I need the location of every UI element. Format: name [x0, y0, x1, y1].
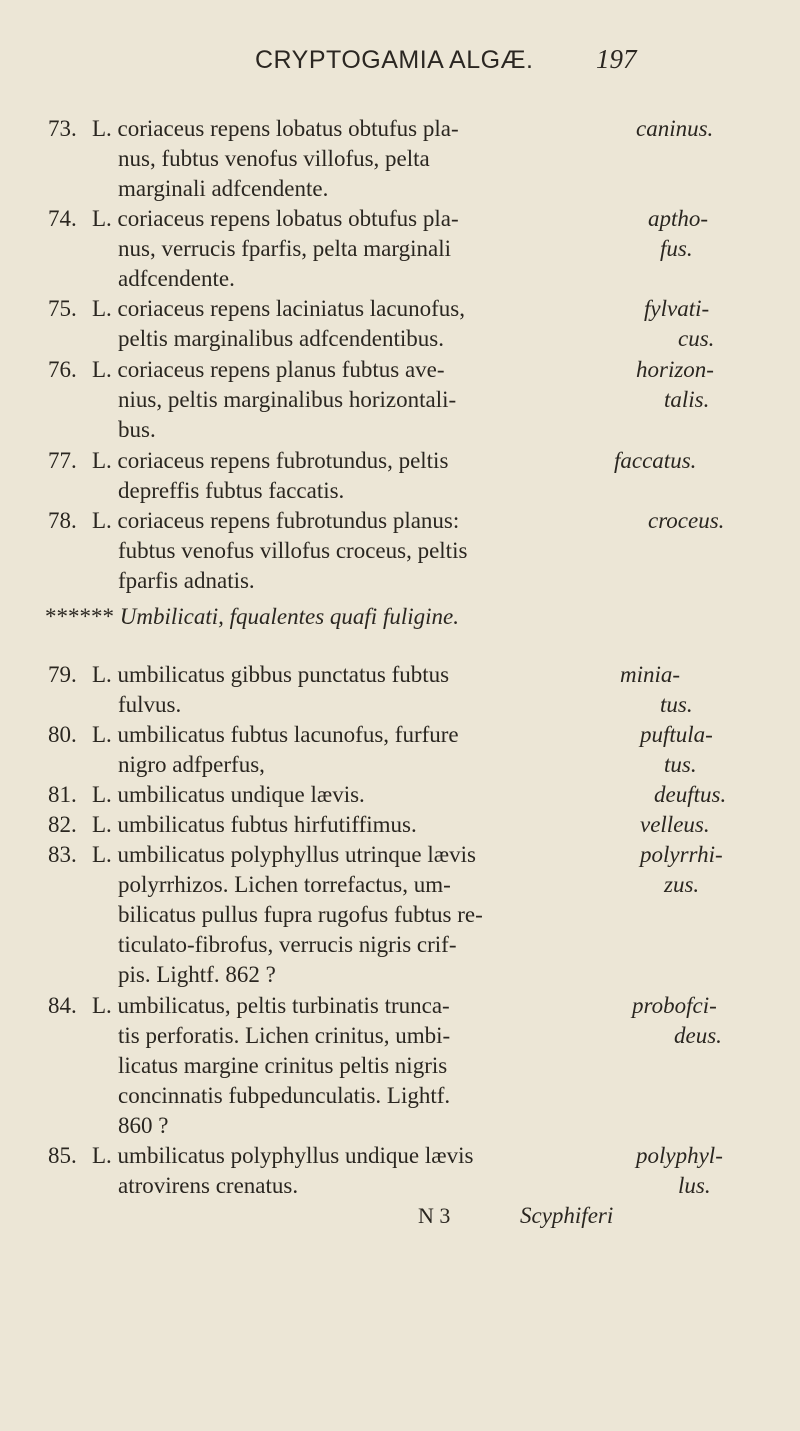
entry-text-line: L. umbilicatus undique lævis.: [92, 782, 365, 807]
entry-text-line: L. umbilicatus polyphyllus undique lævis: [92, 1143, 474, 1168]
species-epithet: caninus.: [636, 116, 714, 141]
entry-text-line: fulvus.: [118, 692, 182, 717]
entry-text-line: ticulato-fibrofus, verrucis nigris crif-: [118, 932, 457, 957]
entry-text-line: L. umbilicatus, peltis turbinatis trunca-: [92, 993, 450, 1018]
entry-text-line: L. umbilicatus fubtus lacunofus, furfure: [92, 722, 459, 747]
entry-number: 75.: [48, 296, 77, 321]
entry-text-line: adfcendente.: [118, 266, 235, 291]
entry-text-line: 860 ?: [118, 1113, 169, 1138]
species-epithet: polyphyl-: [636, 1143, 723, 1168]
entry-text-line: concinnatis fubpedunculatis. Lightf.: [118, 1083, 451, 1108]
entry-text-line: L. coriaceus repens planus fubtus ave-: [92, 357, 445, 382]
entry-number: 74.: [48, 206, 77, 231]
entry-text-line: L. coriaceus repens lobatus obtufus pla-: [92, 116, 459, 141]
entry-text-line: nus, fubtus venofus villofus, pelta: [118, 146, 430, 171]
entry-text-line: L. coriaceus repens fubrotundus planus:: [92, 508, 460, 533]
entry-text-line: pis. Lightf. 862 ?: [118, 962, 276, 987]
entry-text-line: bilicatus pullus fupra rugofus fubtus re-: [118, 902, 483, 927]
species-epithet: faccatus.: [614, 448, 697, 473]
running-head: CRYPTOGAMIA ALGÆ.: [255, 46, 534, 74]
entry-text-line: atrovirens crenatus.: [118, 1173, 299, 1198]
entry-text-line: fparfis adnatis.: [118, 568, 255, 593]
entry-number: 85.: [48, 1143, 77, 1168]
entry-text-line: polyrrhizos. Lichen torrefactus, um-: [118, 872, 451, 897]
species-epithet: probofci-: [632, 993, 717, 1018]
species-epithet: zus.: [664, 872, 700, 897]
entry-number: 76.: [48, 357, 77, 382]
entry-text-line: depreffis fubtus faccatis.: [118, 478, 345, 503]
page-header: [0, 46, 800, 82]
species-epithet: velleus.: [640, 812, 710, 837]
species-epithet: tus.: [664, 752, 697, 777]
entry-text-line: nus, verrucis fparfis, pelta marginali: [118, 236, 451, 261]
species-epithet: fus.: [660, 236, 693, 261]
species-epithet: minia-: [620, 662, 681, 687]
species-epithet: deuftus.: [654, 782, 727, 807]
entry-number: 82.: [48, 812, 77, 837]
species-epithet: horizon-: [636, 357, 714, 382]
species-epithet: puftula-: [640, 722, 713, 747]
species-epithet: cus.: [678, 326, 715, 351]
entry-text-line: licatus margine crinitus peltis nigris: [118, 1053, 448, 1078]
signature-mark: N 3: [418, 1203, 451, 1228]
entry-text-line: L. umbilicatus polyphyllus utrinque lævis: [92, 842, 476, 867]
species-epithet: fylvati-: [644, 296, 710, 321]
entry-number: 77.: [48, 448, 77, 473]
entry-number: 81.: [48, 782, 77, 807]
entry-text-line: L. coriaceus repens lobatus obtufus pla-: [92, 206, 459, 231]
entry-text-line: L. coriaceus repens laciniatus lacunofus,: [92, 296, 465, 321]
species-epithet: deus.: [674, 1023, 722, 1048]
entry-text-line: tis perforatis. Lichen crinitus, umbi-: [118, 1023, 451, 1048]
entry-text-line: nigro adfperfus,: [118, 752, 265, 777]
entry-text-line: L. coriaceus repens fubrotundus, peltis: [92, 448, 449, 473]
species-epithet: aptho-: [648, 206, 709, 231]
catchword: Scyphiferi: [520, 1203, 614, 1228]
entry-text-line: bus.: [118, 417, 156, 442]
section-heading: [45, 604, 459, 630]
entry-text-line: nius, peltis marginalibus horizontali-: [118, 387, 457, 412]
entry-number: 78.: [48, 508, 77, 533]
section-title: Umbilicati, fqualentes quafi fuligine.: [119, 604, 459, 629]
entry-number: 84.: [48, 993, 77, 1018]
section-stars: ******: [45, 604, 114, 629]
entry-number: 73.: [48, 116, 77, 141]
entry-text-line: L. umbilicatus gibbus punctatus fubtus: [92, 662, 450, 687]
entry-text-line: marginali adfcendente.: [118, 176, 329, 201]
page-number: 197: [596, 44, 637, 74]
entry-number: 79.: [48, 662, 77, 687]
species-epithet: talis.: [664, 387, 710, 412]
entry-number: 80.: [48, 722, 77, 747]
entry-text-line: fubtus venofus villofus croceus, peltis: [118, 538, 468, 563]
entry-text-line: L. umbilicatus fubtus hirfutiffimus.: [92, 812, 417, 837]
species-epithet: tus.: [660, 692, 693, 717]
entry-number: 83.: [48, 842, 77, 867]
species-epithet: polyrrhi-: [640, 842, 723, 867]
entry-text-line: peltis marginalibus adfcendentibus.: [118, 326, 444, 351]
species-epithet: lus.: [678, 1173, 711, 1198]
species-epithet: croceus.: [648, 508, 725, 533]
